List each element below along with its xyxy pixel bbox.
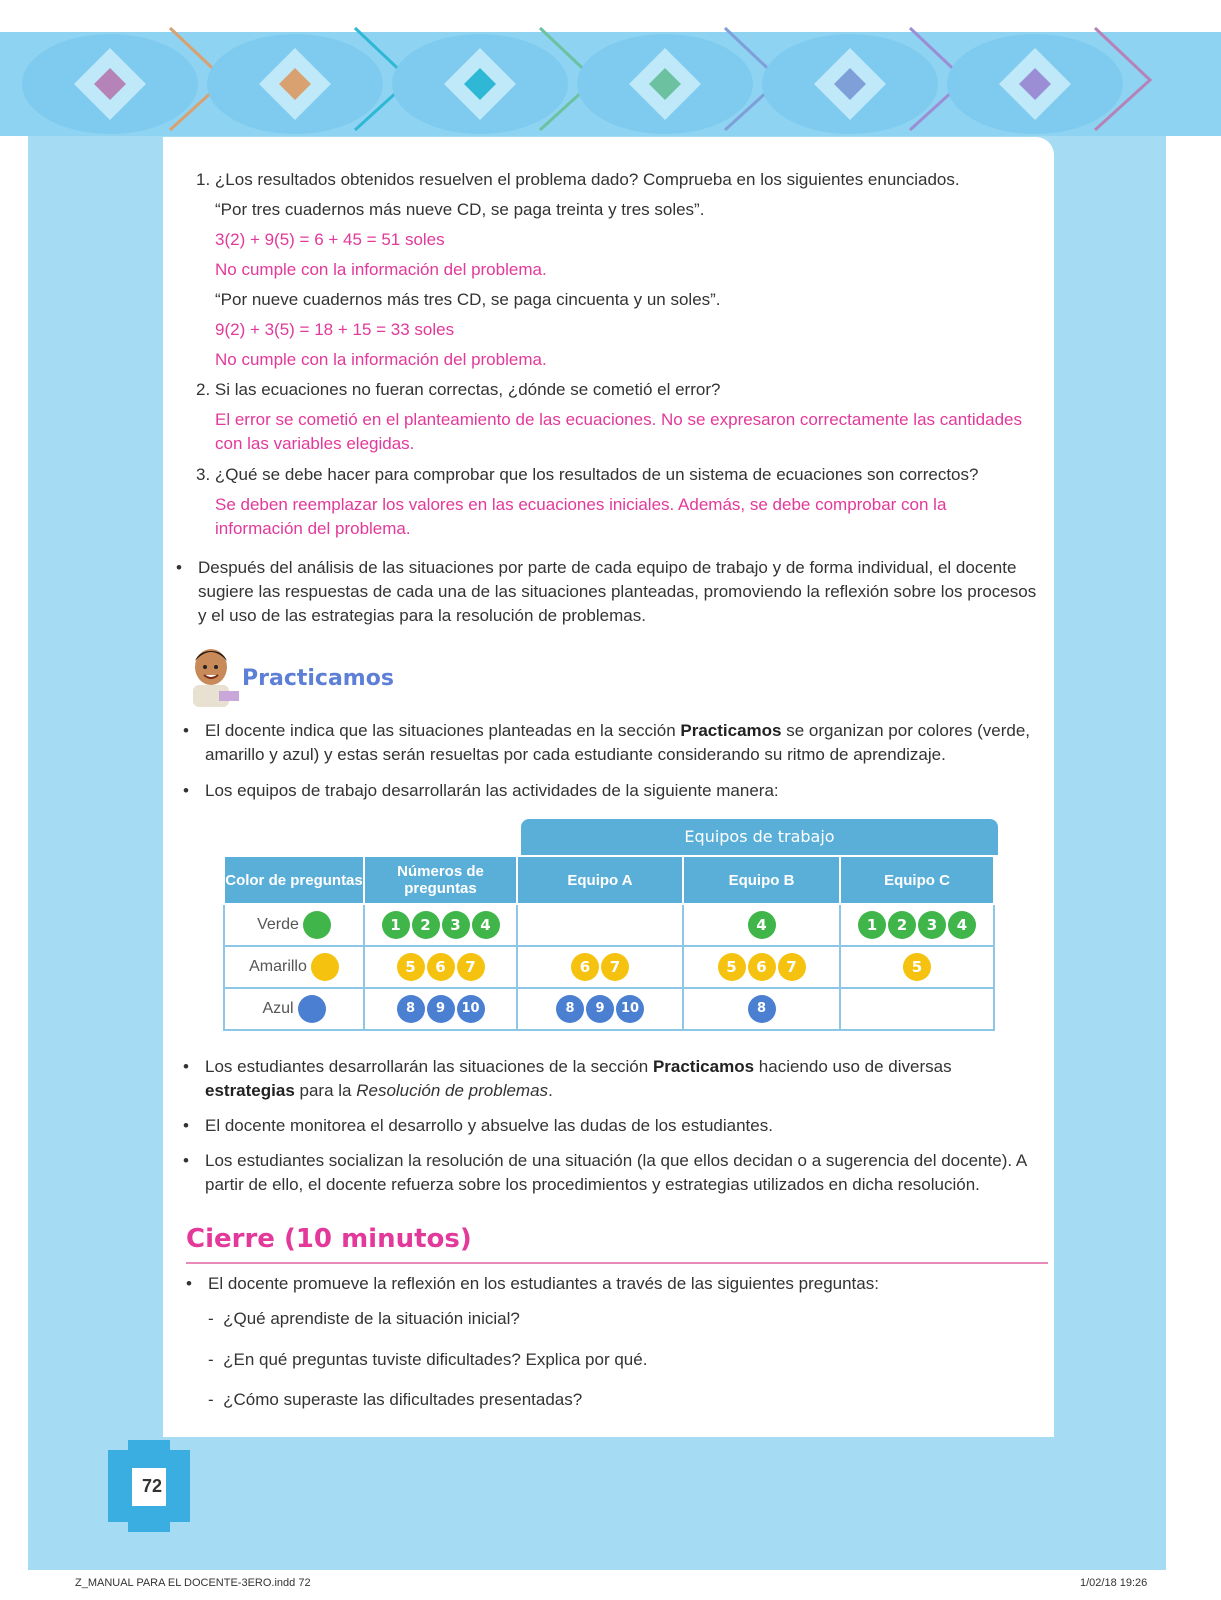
color-cell [224, 904, 364, 946]
cell-numeros [364, 946, 517, 988]
question-number-badge: 5 [903, 953, 931, 981]
analysis-bullet: • Después del análisis de las situaciones por parte de cada equipo de trabajo y de forma individual, el docente sugiere las respuestas de cada una de las situaciones planteadas, promoviendo la reflexión sobre los procesos y el uso de las estrategias para la resolución de problemas. [198, 556, 1038, 628]
question-number-badge: 7 [778, 953, 806, 981]
question-number-badge: 1 [858, 911, 886, 939]
question-3: 3. ¿Qué se debe hacer para comprobar que los resultados de un sistema de ecuaciones son correctos? [196, 465, 979, 484]
question-number-badge: 9 [427, 995, 455, 1023]
cell-b [683, 946, 840, 988]
question-2-answer: El error se cometió en el planteamiento de las ecuaciones. No se expresaron correctamente las cantidades con las variables elegidas. [215, 410, 1022, 453]
col-equipo-a-header: Equipo A [517, 856, 683, 904]
cierre-question-2: - ¿En qué preguntas tuviste dificultades? Explica por qué. [208, 1350, 648, 1369]
question-number-badge: 5 [397, 953, 425, 981]
cell-c [840, 988, 994, 1030]
question-number-badge: 7 [601, 953, 629, 981]
question-3-answer: Se deben reemplazar los valores en las ecuaciones iniciales. Además, se debe comprobar con la información del problema. [215, 495, 947, 538]
color-dot [298, 995, 326, 1023]
footer-file-name: Z_MANUAL PARA EL DOCENTE-3ERO.indd 72 [75, 1577, 311, 1589]
question-1: 1. ¿Los resultados obtenidos resuelven el problema dado? Comprueba en los siguientes enunciados. [196, 170, 960, 189]
cierre-title: Cierre (10 minutos) [186, 1224, 472, 1254]
color-cell [224, 946, 364, 988]
table-row [224, 988, 994, 1030]
question-2: 2. Si las ecuaciones no fueran correctas, ¿dónde se cometió el error? [196, 380, 721, 399]
question-number-badge: 6 [748, 953, 776, 981]
question-number-badge: 3 [442, 911, 470, 939]
table-header-row [224, 856, 994, 904]
question-number-badge: 2 [412, 911, 440, 939]
color-label: Azul [262, 1000, 294, 1017]
statement-2-calc: 9(2) + 3(5) = 18 + 15 = 33 soles [215, 320, 455, 339]
color-dot [311, 953, 339, 981]
page-number: 72 [141, 1476, 163, 1496]
table-row [224, 904, 994, 946]
cell-a [517, 946, 683, 988]
cell-a [517, 988, 683, 1030]
table-row [224, 946, 994, 988]
teams-table [223, 855, 995, 1031]
decorative-banner [0, 18, 1221, 136]
socializan-bullet: • Los estudiantes socializan la resolución de una situación (la que ellos decidan o a sugerencia del docente). A partir de ello, el docente refuerza sobre los procedimientos y estrategias utilizados en dicha resolución. [205, 1149, 1045, 1197]
question-number-badge: 2 [888, 911, 916, 939]
practicamos-bullet-2: • Los equipos de trabajo desarrollarán las actividades de la siguiente manera: [205, 779, 779, 803]
practicamos-bullet-1: • El docente indica que las situaciones planteadas en la sección Practicamos se organizan por colores (verde, amarillo y azul) y estas serán resueltas por cada estudiante considerando su ritmo de aprendizaje. [205, 719, 1040, 767]
col-numeros-header: Números de preguntas [364, 856, 517, 904]
cell-b [683, 988, 840, 1030]
practicamos-title: Practicamos [242, 666, 394, 691]
question-number-badge: 8 [748, 995, 776, 1023]
cell-numeros [364, 904, 517, 946]
cell-c [840, 904, 994, 946]
cierre-question-3: - ¿Cómo superaste las dificultades presentadas? [208, 1390, 583, 1409]
cell-numeros [364, 988, 517, 1030]
statement-2: “Por nueve cuadernos más tres CD, se paga cincuenta y un soles”. [215, 290, 721, 309]
question-number-badge: 4 [748, 911, 776, 939]
col-equipo-b-header: Equipo B [683, 856, 840, 904]
question-number-badge: 4 [472, 911, 500, 939]
col-color-header: Color de preguntas [224, 856, 364, 904]
question-number-badge: 6 [427, 953, 455, 981]
question-number-badge: 8 [397, 995, 425, 1023]
cierre-divider [186, 1262, 1048, 1264]
cell-a [517, 904, 683, 946]
question-number-badge: 10 [616, 995, 644, 1023]
question-number-badge: 3 [918, 911, 946, 939]
student-avatar-icon [183, 643, 241, 707]
monitorea-bullet: • El docente monitorea el desarrollo y absuelve las dudas de los estudiantes. [205, 1114, 773, 1138]
question-number-badge: 6 [571, 953, 599, 981]
color-label: Verde [257, 916, 299, 933]
color-dot [303, 911, 331, 939]
col-equipo-c-header: Equipo C [840, 856, 994, 904]
statement-1-calc: 3(2) + 9(5) = 6 + 45 = 51 soles [215, 230, 445, 249]
statement-1-answer: No cumple con la información del problema. [215, 260, 547, 279]
estrategias-bullet: • Los estudiantes desarrollarán las situaciones de la sección Practicamos haciendo uso de diversas estrategias para la Resolución de problemas. [205, 1055, 1040, 1103]
cell-b [683, 904, 840, 946]
question-number-badge: 8 [556, 995, 584, 1023]
color-label: Amarillo [249, 958, 307, 975]
color-cell [224, 988, 364, 1030]
statement-2-answer: No cumple con la información del problema. [215, 350, 547, 369]
question-number-badge: 10 [457, 995, 485, 1023]
footer-date: 1/02/18 19:26 [1080, 1577, 1148, 1589]
question-number-badge: 5 [718, 953, 746, 981]
cell-c [840, 946, 994, 988]
question-number-badge: 9 [586, 995, 614, 1023]
statement-1: “Por tres cuadernos más nueve CD, se paga treinta y tres soles”. [215, 200, 705, 219]
question-number-badge: 7 [457, 953, 485, 981]
question-number-badge: 1 [382, 911, 410, 939]
question-number-badge: 4 [948, 911, 976, 939]
cierre-intro: • El docente promueve la reflexión en los estudiantes a través de las siguientes preguntas: [208, 1272, 879, 1296]
cierre-question-1: - ¿Qué aprendiste de la situación inicial? [208, 1309, 520, 1328]
equipos-header: Equipos de trabajo [521, 819, 998, 855]
